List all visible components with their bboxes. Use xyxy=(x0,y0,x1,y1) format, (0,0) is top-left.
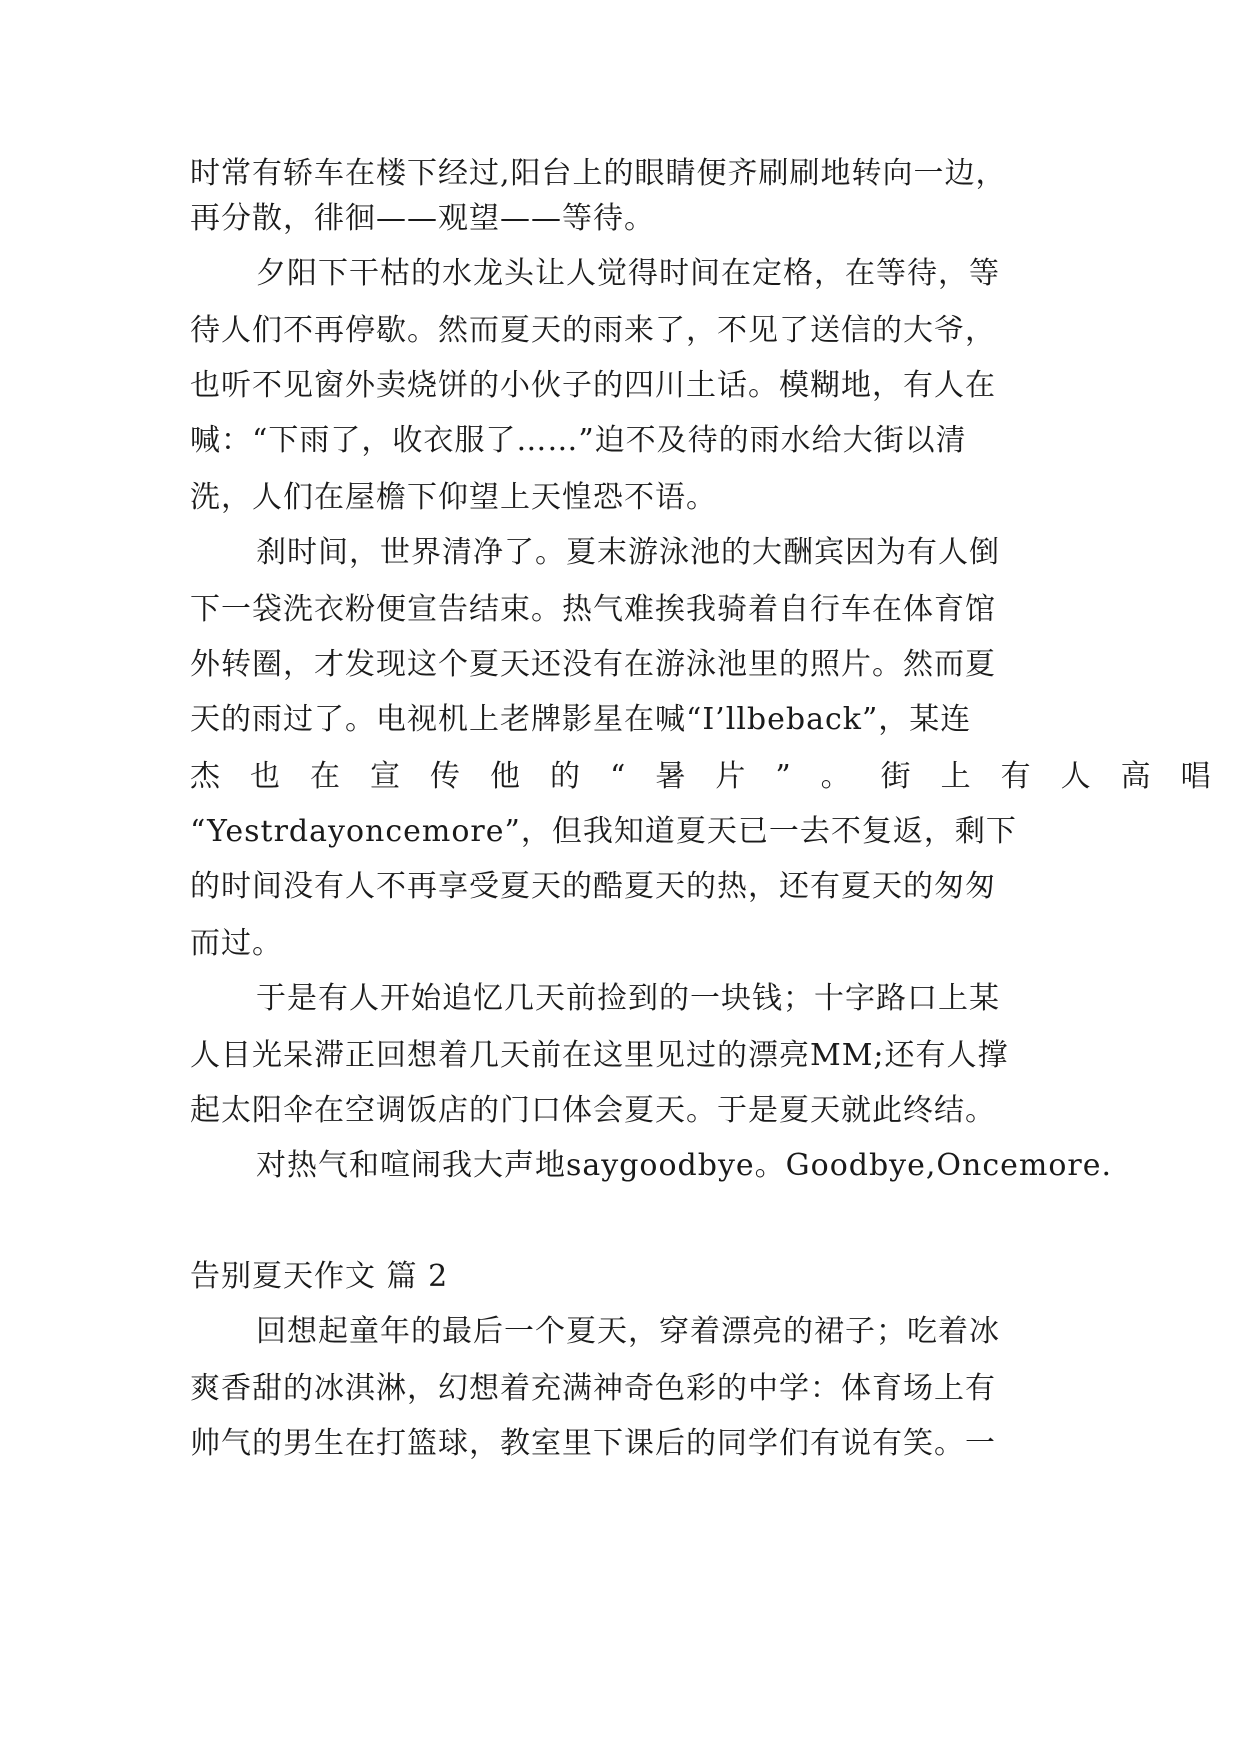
text-line: 杰也在宣传他的“暑片”。街上有人高唱 xyxy=(190,759,1241,794)
text-line: 洗，人们在屋檐下仰望上天惶恐不语。 xyxy=(190,480,717,515)
text-line: 喊：“下雨了，收衣服了……”迫不及待的雨水给大街以清 xyxy=(190,423,967,458)
text-line: 起太阳伞在空调饭店的门口体会夏天。于是夏天就此终结。 xyxy=(190,1093,996,1128)
text-line: 天的雨过了。电视机上老牌影星在喊“I’llbeback”，某连 xyxy=(190,702,972,737)
text-line: 时常有轿车在楼下经过,阳台上的眼睛便齐刷刷地转向一边， xyxy=(190,156,1007,191)
text-line: 外转圈，才发现这个夏天还没有在游泳池里的照片。然而夏 xyxy=(190,647,996,682)
section-heading: 告别夏天作文 篇 2 xyxy=(190,1259,449,1294)
text-line: “Yestrdayoncemore”，但我知道夏天已一去不复返，剩下 xyxy=(190,814,1017,849)
text-line: 刹时间，世界清净了。夏末游泳池的大酬宾因为有人倒 xyxy=(256,535,1000,570)
text-line: 爽香甜的冰淇淋，幻想着充满神奇色彩的中学：体育场上有 xyxy=(190,1371,996,1406)
text-line: 下一袋洗衣粉便宣告结束。热气难挨我骑着自行车在体育馆 xyxy=(190,592,996,627)
text-line: 对热气和喧闹我大声地saygoodbye。Goodbye,Oncemore. xyxy=(256,1148,1113,1183)
text-line: 而过。 xyxy=(190,926,283,961)
text-line: 于是有人开始追忆几天前捡到的一块钱；十字路口上某 xyxy=(256,981,1000,1016)
text-line: 也听不见窗外卖烧饼的小伙子的四川土话。模糊地，有人在 xyxy=(190,368,996,403)
text-line: 再分散，徘徊——观望——等待。 xyxy=(190,201,655,236)
text-line: 待人们不再停歇。然而夏天的雨来了，不见了送信的大爷， xyxy=(190,313,996,348)
text-line: 帅气的男生在打篮球，教室里下课后的同学们有说有笑。一 xyxy=(190,1426,996,1461)
text-line: 夕阳下干枯的水龙头让人觉得时间在定格，在等待，等 xyxy=(256,256,1000,291)
text-line: 回想起童年的最后一个夏天，穿着漂亮的裙子；吃着冰 xyxy=(256,1314,1000,1349)
text-line: 人目光呆滞正回想着几天前在这里见过的漂亮MM;还有人撑 xyxy=(190,1038,1009,1073)
text-line: 的时间没有人不再享受夏天的酷夏天的热，还有夏天的匆匆 xyxy=(190,869,996,904)
